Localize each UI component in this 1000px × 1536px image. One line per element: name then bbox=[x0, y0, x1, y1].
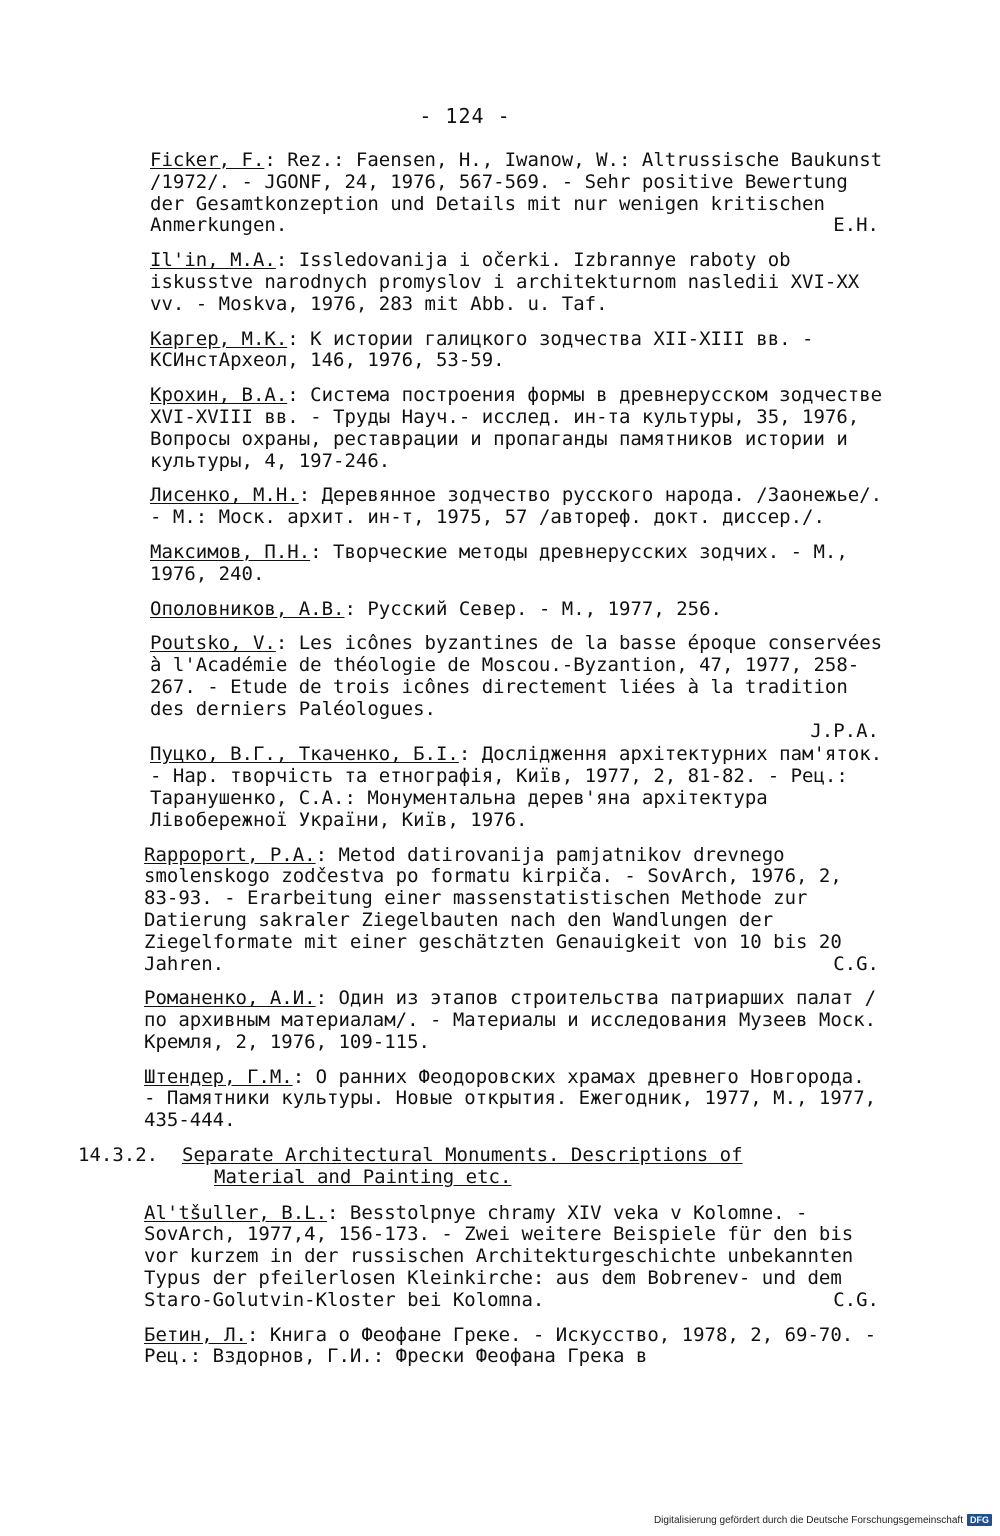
entry-author: Каргер, М.К. bbox=[150, 327, 288, 350]
section-number: 14.3.2. bbox=[78, 1144, 159, 1167]
entry-reviewer: J.P.A. bbox=[810, 719, 879, 742]
entry-author: Rappoport, P.A. bbox=[144, 843, 316, 866]
entry-text: : Issledovanija i očerki. Izbrannye raboty ob iskusstve narodnych promyslov i architekturnom nasledii XVI-XX vv. - Moskva, 1976, 283 mit Abb. u. Taf. bbox=[150, 249, 860, 315]
bibliography-entry bbox=[150, 250, 885, 315]
bibliography-entry bbox=[150, 485, 885, 529]
entry-author: Il'in, M.A. bbox=[150, 249, 276, 272]
entry-author: Пуцко, В.Г., Ткаченко, Б.І. bbox=[150, 743, 459, 766]
entry-text: : К истории галицкого зодчества XII-XIII вв. - КСИнстАрхеол, 146, 1976, 53-59. bbox=[150, 327, 814, 372]
entry-text: : Rez.: Faensen, H., Iwanow, W.: Altrussische Baukunst /1972/. - JGONF, 24, 1976, 567-569. - Sehr positive Bewertung der Gesamtkonzeption und Details mit nur wenigen kritischen Anmerkungen. bbox=[150, 149, 883, 237]
entry-author: Бетин, Л. bbox=[144, 1323, 247, 1346]
entry-text: : Система построения формы в древнерусском зодчестве XVI-XVIII вв. - Труды Науч.- исслед. ин-та культуры, 35, 1976, Вопросы охраны, реставрации и пропаганды памятников истории и культуры, 4, 197-246. bbox=[150, 384, 883, 472]
section-heading bbox=[78, 1145, 885, 1189]
bibliography-entry bbox=[150, 329, 885, 373]
entry-author: Ficker, F. bbox=[150, 149, 265, 171]
bibliography-entry bbox=[144, 988, 885, 1053]
entry-text: : Творческие методы древнерусских зодчих. - М., 1976, 240. bbox=[150, 540, 848, 585]
bibliography-entry bbox=[144, 1203, 885, 1312]
entry-text: : Дослідження архітектурних пам'яток. - Нар. творчість та етнографія, Київ, 1977, 2, 81-82. - Рец.: Таранушенко, С.А.: Монументальна дерев'яна архітектура Лівобережної України, Київ, 1976. bbox=[150, 743, 883, 831]
entry-author: Лисенко, М.Н. bbox=[150, 484, 299, 507]
footer-attribution bbox=[654, 1514, 992, 1526]
bibliography-entry bbox=[150, 385, 885, 472]
entry-reviewer: C.G. bbox=[833, 1288, 879, 1311]
entry-author: Al'tšuller, B.L. bbox=[144, 1201, 328, 1224]
bibliography-entry bbox=[150, 599, 885, 621]
entry-text: : Книга о Феофане Греке. - Искусство, 1978, 2, 69-70. - Рец.: Вздорнов, Г.И.: Фрески Феофана Грека в bbox=[144, 1323, 877, 1368]
bibliography-entry bbox=[144, 1325, 885, 1369]
bibliography-entry bbox=[150, 744, 885, 831]
entry-text: : О ранних Феодоровских храмах древнего Новгорода. - Памятники культуры. Новые открытия. Ежегодник, 1977, М., 1977, 435-444. bbox=[144, 1065, 877, 1132]
entry-text: : Besstolpnye chramy XIV veka v Kolomne. - SovArch, 1977,4, 156-173. - Zwei weitere Beispiele für den bis vor kurzem in der russischen Architekturgeschichte unbekannten Typus der pfeilerlosen Kleinkirche: aus dem Bobrenev- und dem Staro-Golutvin-Kloster bei Kolomna. bbox=[144, 1201, 854, 1311]
entry-reviewer: C.G. bbox=[833, 952, 879, 975]
bibliography-entry bbox=[150, 633, 885, 742]
entry-text: : Деревянное зодчество русского народа. /Заонежье/. - М.: Моск. архит. ин-т, 1975, 57 /автореф. докт. диссер./. bbox=[150, 484, 883, 529]
bibliography-entry bbox=[144, 845, 885, 976]
entry-author: Штендер, Г.М. bbox=[144, 1065, 293, 1088]
entry-author: Крохин, В.А. bbox=[150, 384, 288, 407]
bibliography-entry bbox=[150, 542, 885, 586]
entry-reviewer: E.H. bbox=[833, 214, 879, 237]
entry-author: Ополовников, А.В. bbox=[150, 597, 345, 620]
entry-author: Poutsko, V. bbox=[150, 632, 276, 655]
dfg-logo: DFG bbox=[967, 1514, 992, 1526]
entry-author: Романенко, А.И. bbox=[144, 987, 316, 1010]
entry-text: : Один из этапов строительства патриарших палат /по архивным материалам/. - Материалы и исследования Музеев Моск. Кремля, 2, 1976, 109-115. bbox=[144, 987, 877, 1053]
section-title-line: Material and Painting etc. bbox=[214, 1165, 512, 1188]
entry-text: : Русский Север. - М., 1977, 256. bbox=[344, 597, 722, 620]
section-title bbox=[182, 1145, 885, 1189]
entry-author: Максимов, П.Н. bbox=[150, 540, 311, 563]
bibliography-content bbox=[78, 149, 885, 1381]
section-title-line: Separate Architectural Monuments. Descriptions of bbox=[182, 1144, 743, 1167]
bibliography-entry bbox=[144, 1067, 885, 1132]
bibliography-entry bbox=[150, 150, 885, 237]
page-number: - 124 - bbox=[419, 104, 511, 128]
entry-text: : Les icônes byzantines de la basse époque conservées à l'Académie de théologie de Moscou.-Byzantion, 47, 1977, 258-267. - Etude de trois icônes directement liées à la tradition des derniers Paléologues. bbox=[150, 632, 883, 720]
entry-text: : Metod datirovanija pamjatnikov drevnego smolenskogo zodčestva po formatu kirpiča. - SovArch, 1976, 2, 83-93. - Erarbeitung einer massenstatistischen Methode zur Datierung sakraler Ziegelbauten nach den Wandlungen der Ziegelformate mit einer geschätzten Genauigkeit von 10 bis 20 Jahren. bbox=[144, 843, 842, 975]
footer-text: Digitalisierung gefördert durch die Deutsche Forschungsgemeinschaft bbox=[653, 1514, 963, 1526]
